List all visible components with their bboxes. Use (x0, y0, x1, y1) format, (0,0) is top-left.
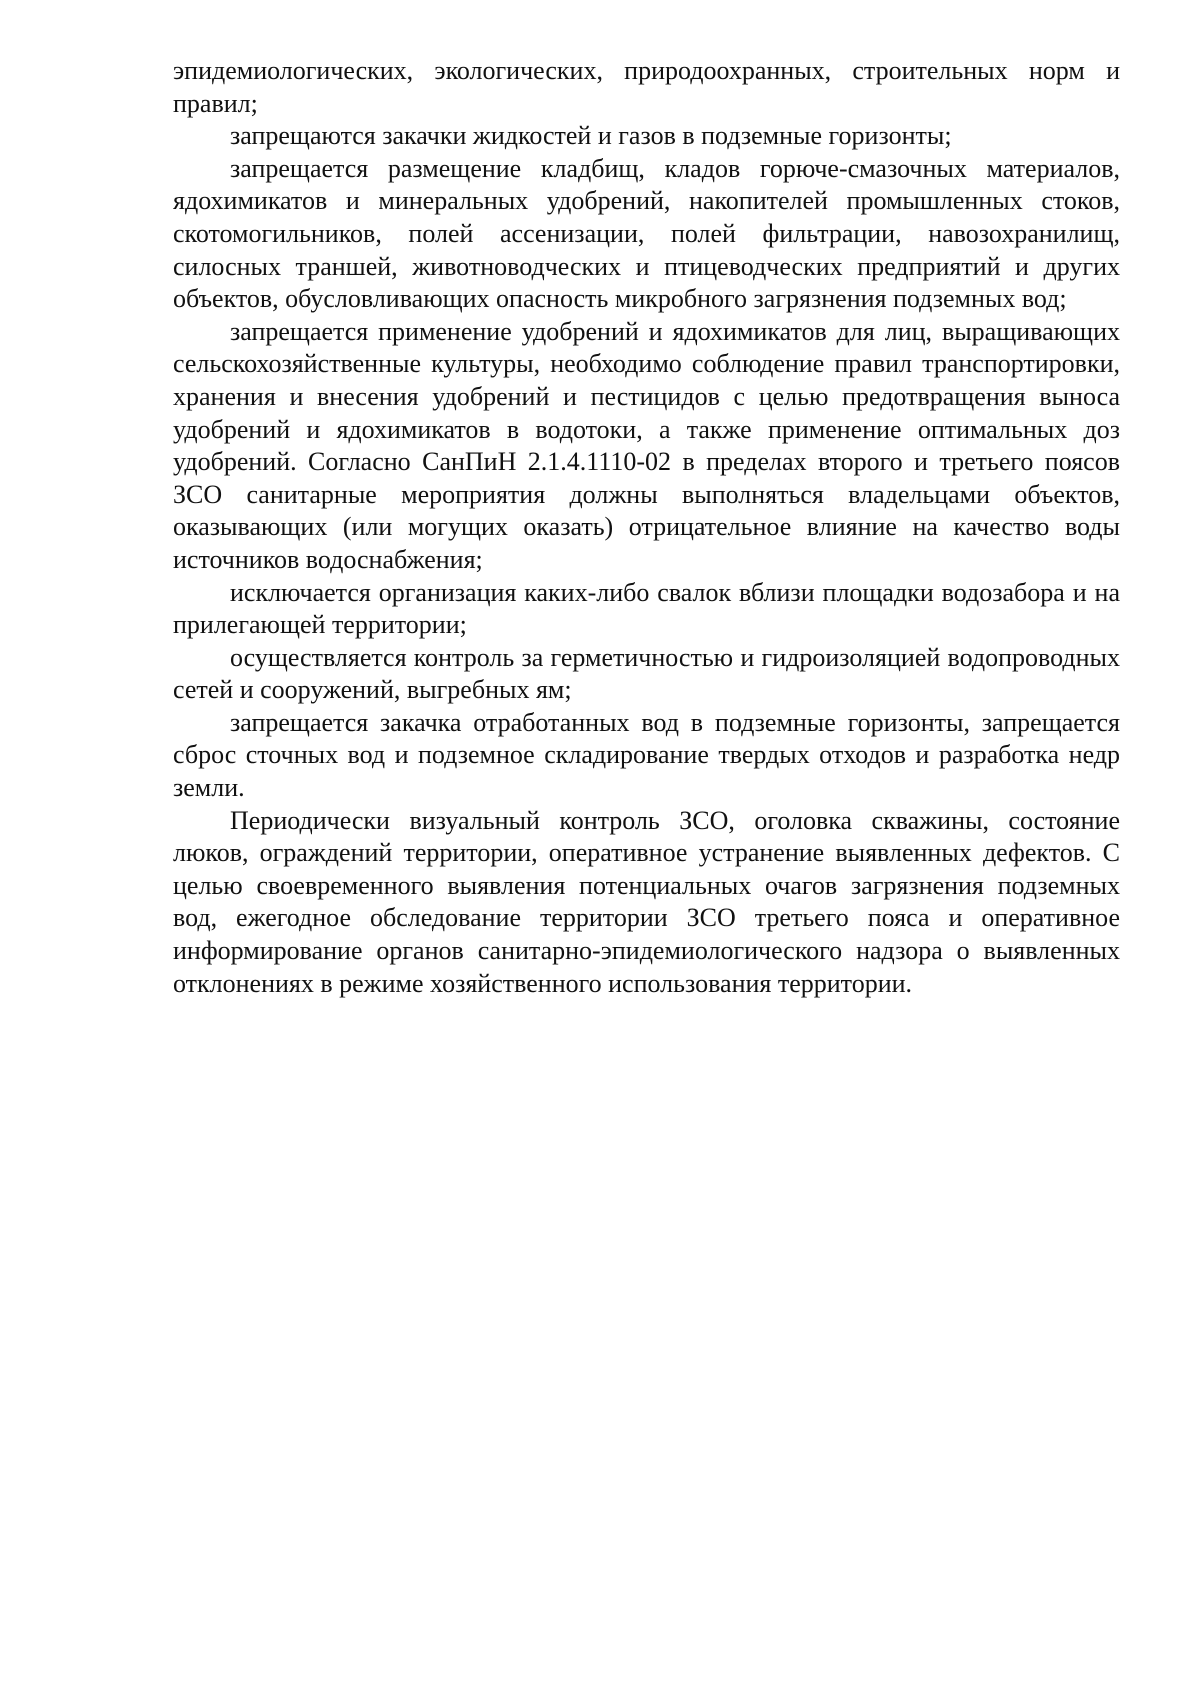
document-body (173, 55, 1120, 1000)
paragraph-placement-ban: запрещается размещение кладбищ, кладов горюче-смазочных материалов, ядохимикатов и минеральных удобрений, накопителей промышленных стоков, скотомогильников, полей ассенизации, полей фильтрации, навозохранилищ, силосных траншей, животноводческих и птицеводческих предприятий и других объектов, обусловливающих опасность микробного загрязнения подземных вод; (173, 153, 1120, 314)
paragraph-dump-exclusion: исключается организация каких-либо свалок вблизи площадки водозабора и на прилегающей территории; (173, 577, 1120, 640)
paragraph-injection-ban: запрещаются закачки жидкостей и газов в подземные горизонты; (230, 121, 952, 151)
paragraph-continuation: эпидемиологических, экологических, природоохранных, строительных норм и правил; (173, 56, 1120, 118)
paragraph-fertilizer-ban: запрещается применение удобрений и ядохимикатов для лиц, выращивающих сельскохозяйственные культуры, необходимо соблюдение правил транспортировки, хранения и внесения удобрений и пестицидов с целью предотвращения выноса удобрений и ядохимикатов в водотоки, а также применение оптимальных доз удобрений. Согласно СанПиН 2.1.4.1110-02 в пределах второго и третьего поясов ЗСО санитарные мероприятия должны выполняться владельцами объектов, оказывающих (или могущих оказать) отрицательное влияние на качество воды источников водоснабжения; (173, 316, 1120, 574)
paragraph-network-control: осуществляется контроль за герметичностью и гидроизоляцией водопроводных сетей и сооружений, выгребных ям; (173, 642, 1120, 705)
paragraph-periodic-control: Периодически визуальный контроль ЗСО, оголовка скважины, состояние люков, ограждений территории, оперативное устранение выявленных дефектов. С целью своевременного выявления потенциальных очагов загрязнения подземных вод, ежегодное обследование территории ЗСО третьего пояса и оперативное информирование органов санитарно-эпидемиологического надзора о выявленных отклонениях в режиме хозяйственного использования территории. (173, 805, 1120, 998)
paragraph-wastewater-ban: запрещается закачка отработанных вод в подземные горизонты, запрещается сброс сточных вод и подземное складирование твердых отходов и разработка недр земли. (173, 707, 1120, 803)
